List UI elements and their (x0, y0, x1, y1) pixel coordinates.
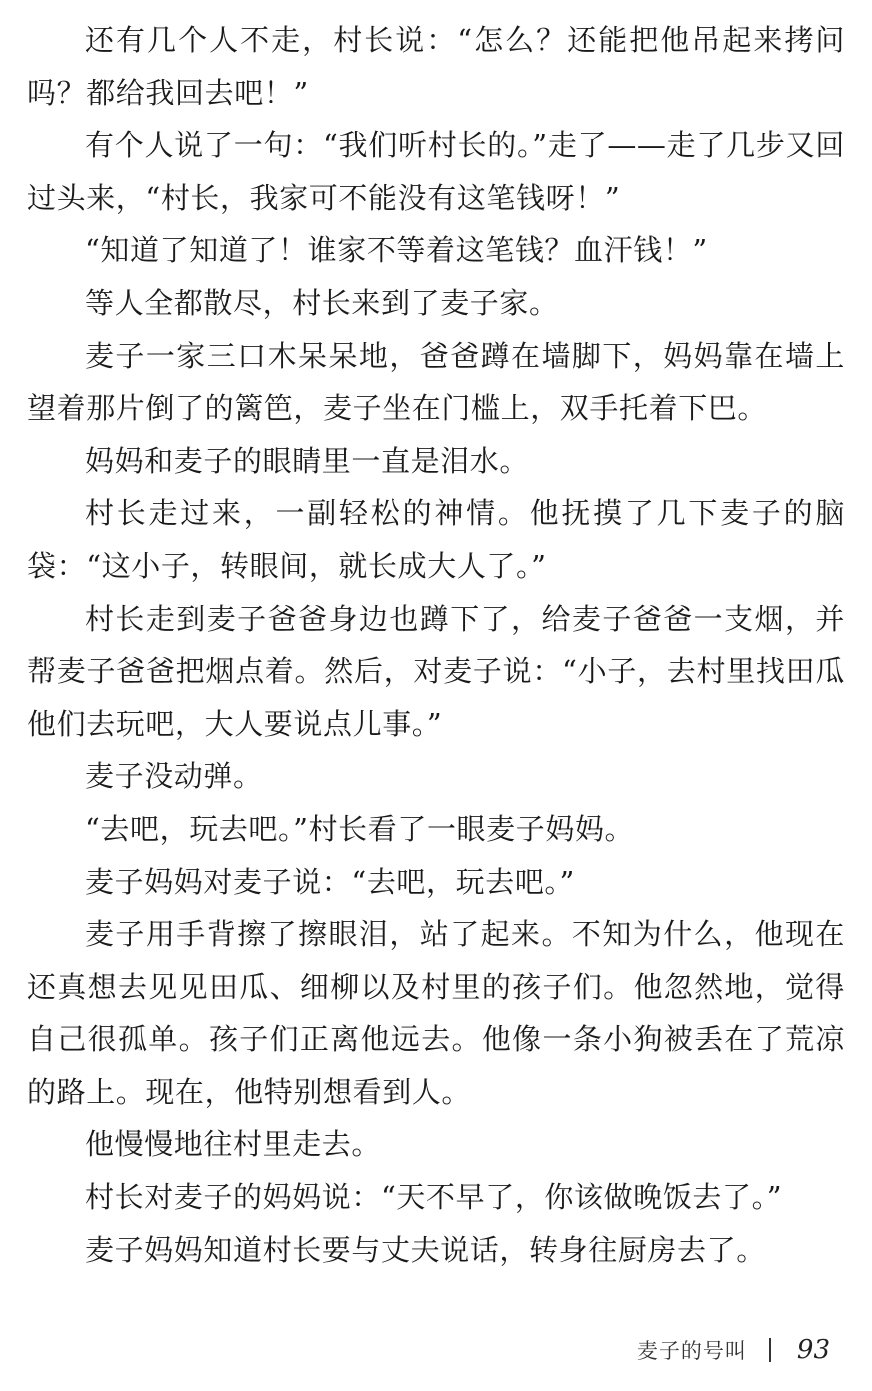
footer-divider (769, 1338, 771, 1362)
page-body-text (27, 14, 845, 1276)
page-footer (637, 1332, 830, 1368)
paragraph-13: 他慢慢地往村里走去。 (85, 1127, 382, 1162)
page-number: 93 (796, 1335, 830, 1365)
paragraph-2: 有个人说了一句：“我们听村长的。”走了——走了几步又回过头来，“村长，我家可不能没有这笔钱呀！” (27, 128, 845, 215)
running-footer-title: 麦子的号叫 (636, 1339, 747, 1363)
paragraph-14: 村长对麦子的妈妈说：“天不早了，你该做晚饭去了。” (85, 1180, 783, 1215)
paragraph-8: 村长走到麦子爸爸身边也蹲下了，给麦子爸爸一支烟，并帮麦子爸爸把烟点着。然后，对麦子说：“小子，去村里找田瓜他们去玩吧，大人要说点儿事。” (27, 601, 845, 741)
paragraph-5: 麦子一家三口木呆呆地，爸爸蹲在墙脚下，妈妈靠在墙上望着那片倒了的篱笆，麦子坐在门槛上，双手托着下巴。 (27, 338, 845, 426)
paragraph-11: 麦子妈妈对麦子说：“去吧，玩去吧。” (85, 864, 575, 899)
paragraph-9: 麦子没动弹。 (85, 759, 263, 794)
paragraph-15: 麦子妈妈知道村长要与丈夫说话，转身往厨房去了。 (85, 1232, 766, 1267)
paragraph-3: “知道了知道了！谁家不等着这笔钱？血汗钱！” (85, 233, 708, 268)
paragraph-4: 等人全都散尽，村长来到了麦子家。 (85, 285, 559, 320)
paragraph-7: 村长走过来，一副轻松的神情。他抚摸了几下麦子的脑袋：“这小子，转眼间，就长成大人了。” (27, 496, 845, 583)
paragraph-6: 妈妈和麦子的眼睛里一直是泪水。 (85, 443, 530, 478)
paragraph-10: “去吧，玩去吧。”村长看了一眼麦子妈妈。 (85, 811, 635, 846)
paragraph-1: 还有几个人不走，村长说：“怎么？还能把他吊起来拷问吗？都给我回去吧！” (27, 23, 845, 110)
paragraph-12: 麦子用手背擦了擦眼泪，站了起来。不知为什么，他现在还真想去见见田瓜、细柳以及村里的孩子们。他忽然地，觉得自己很孤单。孩子们正离他远去。他像一条小狗被丢在了荒凉的路上。现在，他特别想看到人。 (27, 917, 845, 1109)
